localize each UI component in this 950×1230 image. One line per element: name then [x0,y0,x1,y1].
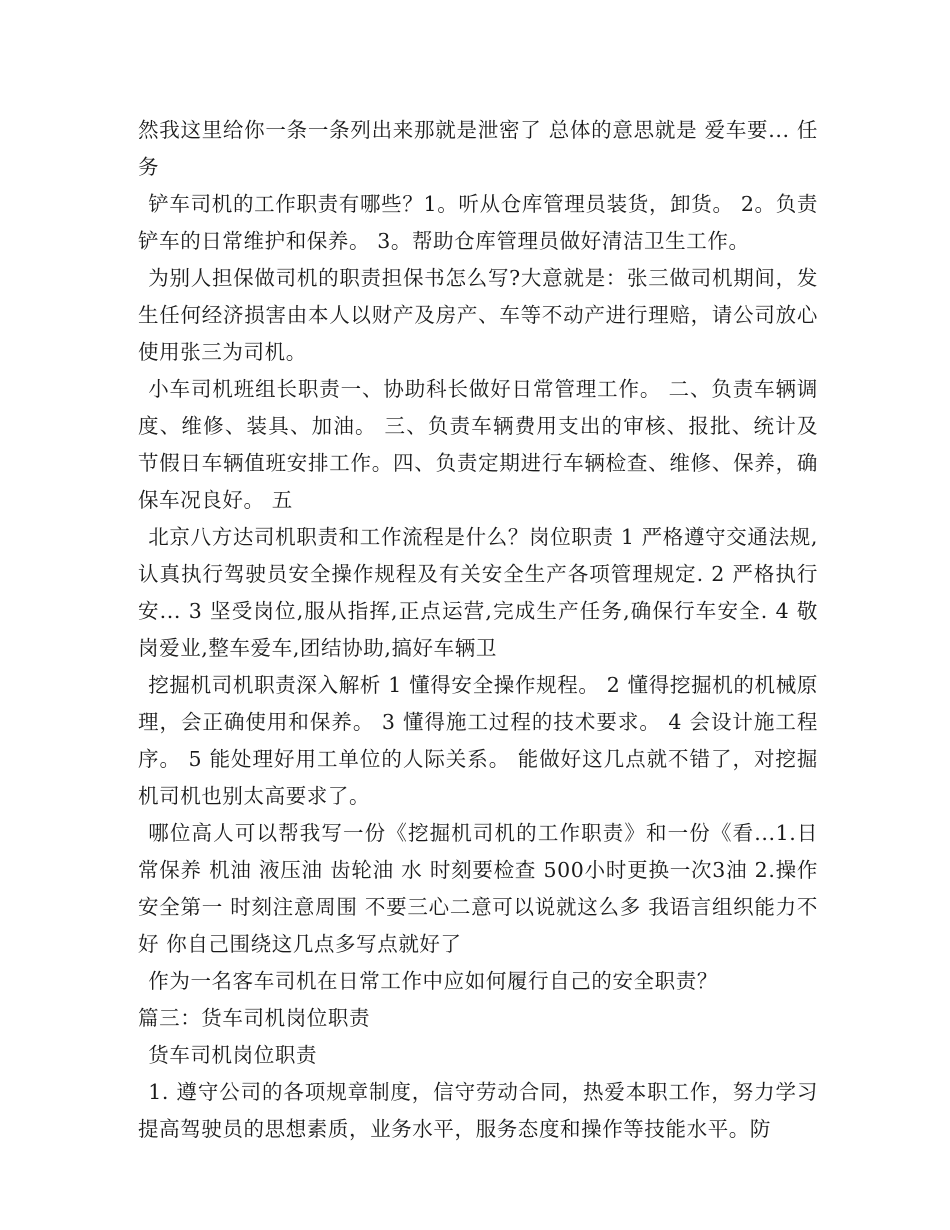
paragraph-truck-driver-rule-1: 1. 遵守公司的各项规章制度，信守劳动合同，热爱本职工作，努力学习提高驾驶员的思想素质，业务水平，服务态度和操作等技能水平。防 [138,1080,818,1141]
paragraph-continuation: 然我这里给你一条一条列出来那就是泄密了 总体的意思就是 爱车要... 任务 [138,118,818,179]
document-body [138,112,818,1148]
section-title: 篇三：货车司机岗位职责 [138,1006,371,1030]
paragraph-excavator-request: 哪位高人可以帮我写一份《挖掘机司机的工作职责》和一份《看...1.日常保养 机油 液压油 齿轮油 水 时刻要检查 500小时更换一次3油 2.操作 安全第一 时刻注意周围 不要三心二意可以说就这么多 我语言组织能力不好 你自己围绕这几点多写点就好了 [138,821,818,956]
paragraph-bus-driver-safety: 作为一名客车司机在日常工作中应如何履行自己的安全职责？ [148,969,718,993]
paragraph-beijing-bafangda-duties: 北京八方达司机职责和工作流程是什么？岗位职责 1 严格遵守交通法规,认真执行驾驶员安全操作规程及有关安全生产各项管理规定. 2 严格执行安... 3 坚受岗位,服从指挥,正点运营,完成生产任务,确保行车安全. 4 敬岗爱业,整车爱车,团结协助,搞好车辆卫 [138,525,818,660]
paragraph-car-team-leader-duties: 小车司机班组长职责一、协助科长做好日常管理工作。 二、负责车辆调度、维修、装具、加油。 三、负责车辆费用支出的审核、报批、统计及节假日车辆值班安排工作。四、负责定期进行车辆检查、维修、保养，确保车况良好。 五 [138,377,818,512]
section-subtitle: 货车司机岗位职责 [148,1043,318,1067]
paragraph-excavator-driver-duties: 挖掘机司机职责深入解析 1 懂得安全操作规程。 2 懂得挖掘机的机械原理，会正确使用和保养。 3 懂得施工过程的技术要求。 4 会设计施工程序。 5 能处理好用工单位的人际关系。 能做好这几点就不错了，对挖掘机司机也别太高要求了。 [138,673,818,808]
paragraph-forklift-driver-duties: 铲车司机的工作职责有哪些？1。听从仓库管理员装货，卸货。 2。负责铲车的日常维护和保养。 3。帮助仓库管理员做好清洁卫生工作。 [138,192,818,253]
paragraph-guarantee-letter: 为别人担保做司机的职责担保书怎么写?大意就是：张三做司机期间，发生任何经济损害由本人以财产及房产、车等不动产进行理赔，请公司放心使用张三为司机。 [138,266,818,364]
